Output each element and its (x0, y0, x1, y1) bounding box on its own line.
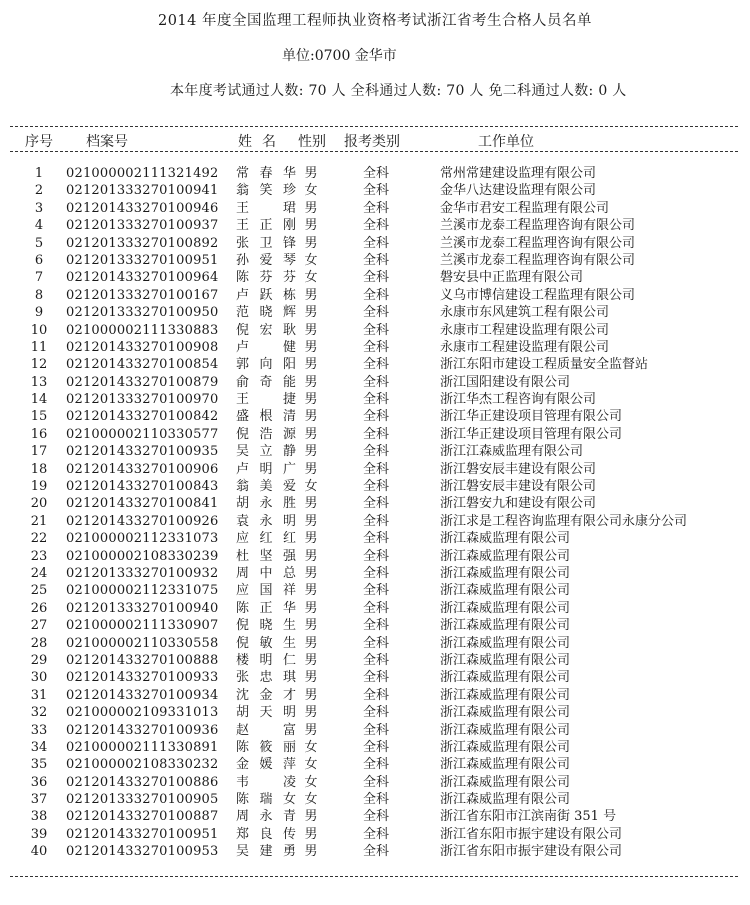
table-row (0, 582, 750, 599)
cell-no: 9 (34, 305, 44, 321)
table-row (0, 356, 750, 373)
cell-name: 卢跃栋 (236, 287, 296, 303)
cell-org: 金华八达建设监理有限公司 (440, 183, 597, 199)
cell-org: 浙江华杰工程咨询有限公司 (440, 392, 597, 408)
cell-sex: 男 (304, 426, 318, 442)
cell-no: 12 (30, 357, 48, 373)
table-row (0, 304, 750, 321)
cell-type: 全科 (362, 826, 389, 842)
cell-type: 全科 (362, 374, 389, 390)
header-org: 工作单位 (478, 134, 534, 150)
cell-no: 15 (30, 409, 48, 425)
cell-org: 浙江省东阳市振宇建设有限公司 (440, 844, 623, 860)
cell-name: 应红红 (236, 531, 296, 547)
cell-sex: 男 (304, 339, 318, 355)
table-row (0, 687, 750, 704)
cell-type: 全科 (362, 565, 389, 581)
cell-org: 浙江森威监理有限公司 (440, 739, 571, 755)
cell-name: 范晓辉 (236, 305, 296, 321)
cell-org: 浙江森威监理有限公司 (440, 670, 571, 686)
table-row (0, 408, 750, 425)
table-row (0, 374, 750, 391)
cell-no: 36 (30, 774, 48, 790)
table-row (0, 635, 750, 652)
cell-type: 全科 (362, 252, 389, 268)
cell-file: 021201333270100167 (66, 287, 219, 303)
cell-type: 全科 (362, 687, 389, 703)
cell-org: 义乌市博信建设工程监理有限公司 (440, 287, 636, 303)
cell-org: 兰溪市龙泰工程监理咨询有限公司 (440, 218, 636, 234)
cell-sex: 男 (304, 618, 318, 634)
cell-name: 胡天明 (236, 705, 296, 721)
cell-no: 17 (30, 444, 48, 460)
cell-org: 浙江磐安九和建设有限公司 (440, 496, 597, 512)
cell-type: 全科 (362, 166, 389, 181)
cell-org: 浙江省东阳市江滨南街 351 号 (440, 809, 617, 825)
table-row (0, 513, 750, 530)
cell-name: 杜坚强 (236, 548, 296, 564)
cell-sex: 男 (304, 461, 318, 477)
cell-name: 郑良传 (236, 826, 296, 842)
cell-org: 浙江森威监理有限公司 (440, 600, 571, 616)
cell-no: 23 (30, 548, 48, 564)
cell-name: 俞奇能 (236, 374, 296, 390)
cell-name: 卢明广 (236, 461, 296, 477)
cell-file: 021201433270100886 (66, 774, 219, 790)
cell-file: 021000002108330232 (66, 757, 219, 773)
cell-name: 吴建勇 (236, 844, 296, 860)
cell-sex: 女 (304, 774, 318, 790)
cell-sex: 男 (304, 844, 318, 860)
cell-file: 021000002110330558 (66, 635, 219, 651)
cell-name: 郭向阳 (236, 357, 296, 373)
cell-no: 7 (34, 270, 44, 286)
table-row (0, 426, 750, 443)
cell-name: 袁永明 (236, 513, 296, 529)
table-row (0, 339, 750, 356)
cell-no: 19 (30, 479, 48, 495)
cell-type: 全科 (362, 792, 389, 808)
cell-sex: 男 (304, 357, 318, 373)
cell-no: 2 (34, 183, 44, 199)
cell-sex: 男 (304, 687, 318, 703)
cell-org: 浙江森威监理有限公司 (440, 705, 571, 721)
cell-name: 盛根清 (236, 409, 296, 425)
top-dashed-rule (10, 126, 738, 127)
cell-org: 浙江求是工程咨询监理有限公司永康分公司 (440, 513, 688, 529)
cell-file: 021201433270100934 (66, 687, 219, 703)
pass-stats-line: 本年度考试通过人数: 70 人 全科通过人数: 70 人 免二科通过人数: 0 人 (170, 83, 627, 99)
table-row (0, 165, 750, 182)
cell-name: 周永青 (236, 809, 296, 825)
cell-sex: 男 (304, 565, 318, 581)
cell-org: 浙江森威监理有限公司 (440, 531, 571, 547)
cell-sex: 男 (304, 635, 318, 651)
cell-file: 021201433270100951 (66, 826, 219, 842)
table-row (0, 322, 750, 339)
cell-no: 5 (34, 235, 44, 251)
table-row (0, 722, 750, 739)
table-header (0, 131, 750, 149)
cell-sex: 男 (304, 374, 318, 390)
cell-org: 浙江森威监理有限公司 (440, 757, 571, 773)
cell-sex: 女 (304, 792, 318, 808)
cell-name: 王捷 (236, 392, 296, 408)
unit-line: 单位:0700 金华市 (282, 48, 397, 64)
cell-no: 10 (30, 322, 48, 338)
cell-no: 6 (34, 252, 44, 268)
cell-type: 全科 (362, 635, 389, 651)
document-title: 2014 年度全国监理工程师执业资格考试浙江省考生合格人员名单 (157, 13, 592, 29)
cell-name: 王正刚 (236, 218, 296, 234)
cell-sex: 女 (304, 757, 318, 773)
cell-file: 021201433270100843 (66, 479, 219, 495)
table-row (0, 269, 750, 286)
cell-type: 全科 (362, 357, 389, 373)
cell-name: 应国祥 (236, 583, 296, 599)
cell-file: 021000002111330907 (66, 618, 219, 634)
cell-sex: 女 (304, 270, 318, 286)
cell-type: 全科 (362, 513, 389, 529)
cell-sex: 男 (304, 583, 318, 599)
cell-name: 陈正华 (236, 600, 296, 616)
cell-type: 全科 (362, 479, 389, 495)
cell-type: 全科 (362, 305, 389, 321)
cell-sex: 男 (304, 600, 318, 616)
cell-name: 孙爱琴 (236, 252, 296, 268)
cell-sex: 男 (304, 531, 318, 547)
cell-org: 磐安县中正监理有限公司 (440, 270, 584, 286)
cell-file: 021000002111321492 (66, 166, 219, 181)
cell-name: 翁美爱 (236, 479, 296, 495)
cell-sex: 男 (304, 826, 318, 842)
cell-no: 39 (30, 826, 48, 842)
cell-org: 金华市君安工程监理有限公司 (440, 200, 610, 216)
cell-file: 021201433270100854 (66, 357, 219, 373)
cell-no: 32 (30, 705, 48, 721)
cell-sex: 男 (304, 705, 318, 721)
cell-no: 21 (30, 513, 48, 529)
cell-no: 11 (30, 339, 48, 355)
cell-sex: 男 (304, 670, 318, 686)
cell-name: 陈芬芬 (236, 270, 296, 286)
cell-type: 全科 (362, 722, 389, 738)
table-row (0, 287, 750, 304)
cell-type: 全科 (362, 652, 389, 668)
cell-org: 浙江森威监理有限公司 (440, 635, 571, 651)
cell-file: 021201433270100933 (66, 670, 219, 686)
table-body (0, 165, 750, 861)
cell-sex: 男 (304, 392, 318, 408)
cell-file: 021201333270100950 (66, 305, 219, 321)
cell-sex: 男 (304, 166, 318, 181)
cell-sex: 男 (304, 809, 318, 825)
table-row (0, 774, 750, 791)
cell-sex: 男 (304, 496, 318, 512)
cell-type: 全科 (362, 322, 389, 338)
table-row (0, 756, 750, 773)
cell-no: 33 (30, 722, 48, 738)
header-name: 姓名 (238, 134, 286, 150)
cell-name: 吴立静 (236, 444, 296, 460)
cell-type: 全科 (362, 705, 389, 721)
cell-name: 胡永胜 (236, 496, 296, 512)
cell-file: 021201433270100946 (66, 200, 219, 216)
cell-no: 22 (30, 531, 48, 547)
cell-file: 021201333270100941 (66, 183, 219, 199)
cell-org: 浙江森威监理有限公司 (440, 792, 571, 808)
cell-file: 021000002111330883 (66, 322, 219, 338)
cell-file: 021201333270100905 (66, 792, 219, 808)
cell-no: 35 (30, 757, 48, 773)
cell-type: 全科 (362, 339, 389, 355)
cell-no: 8 (34, 287, 44, 303)
cell-no: 1 (34, 166, 44, 181)
cell-type: 全科 (362, 183, 389, 199)
cell-file: 021201433270100964 (66, 270, 219, 286)
cell-type: 全科 (362, 531, 389, 547)
cell-name: 陈筱丽 (236, 739, 296, 755)
cell-org: 永康市东风建筑工程有限公司 (440, 305, 610, 321)
table-row (0, 704, 750, 721)
cell-type: 全科 (362, 548, 389, 564)
cell-file: 021201433270100842 (66, 409, 219, 425)
cell-org: 浙江国阳建设有限公司 (440, 374, 571, 390)
cell-file: 021000002109331013 (66, 705, 219, 721)
table-row (0, 739, 750, 756)
cell-file: 021000002108330239 (66, 548, 219, 564)
cell-type: 全科 (362, 409, 389, 425)
cell-no: 14 (30, 392, 48, 408)
cell-org: 浙江森威监理有限公司 (440, 618, 571, 634)
table-row (0, 461, 750, 478)
cell-org: 浙江磐安辰丰建设有限公司 (440, 461, 597, 477)
cell-type: 全科 (362, 739, 389, 755)
cell-name: 张卫锋 (236, 235, 296, 251)
cell-file: 021201433270100841 (66, 496, 219, 512)
header-dashed-rule (10, 151, 738, 152)
cell-sex: 男 (304, 200, 318, 216)
cell-org: 浙江森威监理有限公司 (440, 687, 571, 703)
table-row (0, 791, 750, 808)
table-row (0, 495, 750, 512)
table-row (0, 565, 750, 582)
table-row (0, 252, 750, 269)
cell-no: 18 (30, 461, 48, 477)
cell-type: 全科 (362, 444, 389, 460)
cell-name: 倪宏耿 (236, 322, 296, 338)
cell-org: 浙江森威监理有限公司 (440, 548, 571, 564)
cell-type: 全科 (362, 618, 389, 634)
cell-file: 021000002112331075 (66, 583, 219, 599)
cell-org: 浙江森威监理有限公司 (440, 774, 571, 790)
cell-org: 永康市工程建设监理有限公司 (440, 339, 610, 355)
cell-name: 韦凌 (236, 774, 296, 790)
cell-name: 金媛萍 (236, 757, 296, 773)
cell-sex: 女 (304, 739, 318, 755)
cell-org: 浙江江森威监理有限公司 (440, 444, 584, 460)
cell-file: 021201333270100951 (66, 252, 219, 268)
cell-file: 021201433270100908 (66, 339, 219, 355)
cell-sex: 男 (304, 218, 318, 234)
cell-no: 26 (30, 600, 48, 616)
cell-file: 021201333270100940 (66, 600, 219, 616)
cell-sex: 男 (304, 548, 318, 564)
cell-type: 全科 (362, 844, 389, 860)
cell-no: 31 (30, 687, 48, 703)
cell-name: 张忠琪 (236, 670, 296, 686)
cell-no: 30 (30, 670, 48, 686)
cell-no: 4 (34, 218, 44, 234)
cell-type: 全科 (362, 235, 389, 251)
table-row (0, 443, 750, 460)
cell-file: 021201433270100936 (66, 722, 219, 738)
cell-name: 楼明仁 (236, 652, 296, 668)
cell-file: 021000002110330577 (66, 426, 219, 442)
cell-file: 021201433270100906 (66, 461, 219, 477)
bottom-dashed-rule (10, 876, 738, 877)
cell-sex: 男 (304, 444, 318, 460)
cell-org: 浙江森威监理有限公司 (440, 722, 571, 738)
cell-type: 全科 (362, 392, 389, 408)
cell-org: 兰溪市龙泰工程监理咨询有限公司 (440, 235, 636, 251)
cell-name: 王珺 (236, 200, 296, 216)
cell-no: 16 (30, 426, 48, 442)
cell-file: 021201333270100970 (66, 392, 219, 408)
cell-sex: 女 (304, 252, 318, 268)
cell-no: 24 (30, 565, 48, 581)
table-row (0, 478, 750, 495)
cell-type: 全科 (362, 583, 389, 599)
header-sex: 性别 (298, 134, 326, 150)
cell-no: 29 (30, 652, 48, 668)
cell-type: 全科 (362, 809, 389, 825)
cell-org: 兰溪市龙泰工程监理咨询有限公司 (440, 252, 636, 268)
cell-sex: 女 (304, 479, 318, 495)
cell-org: 浙江森威监理有限公司 (440, 583, 571, 599)
cell-type: 全科 (362, 200, 389, 216)
cell-no: 37 (30, 792, 48, 808)
cell-sex: 男 (304, 722, 318, 738)
cell-file: 021201333270100937 (66, 218, 219, 234)
cell-type: 全科 (362, 461, 389, 477)
cell-name: 倪敏生 (236, 635, 296, 651)
cell-name: 倪浩源 (236, 426, 296, 442)
header-type: 报考类别 (344, 134, 400, 150)
cell-org: 浙江华正建设项目管理有限公司 (440, 409, 623, 425)
cell-file: 021000002111330891 (66, 739, 219, 755)
cell-sex: 男 (304, 322, 318, 338)
table-row (0, 182, 750, 199)
table-row (0, 617, 750, 634)
cell-name: 赵富 (236, 722, 296, 738)
table-row (0, 843, 750, 860)
cell-name: 陈瑞女 (236, 792, 296, 808)
cell-org: 浙江华正建设项目管理有限公司 (440, 426, 623, 442)
cell-org: 浙江森威监理有限公司 (440, 652, 571, 668)
cell-type: 全科 (362, 600, 389, 616)
cell-name: 沈金才 (236, 687, 296, 703)
cell-type: 全科 (362, 270, 389, 286)
cell-type: 全科 (362, 426, 389, 442)
cell-org: 浙江磐安辰丰建设有限公司 (440, 479, 597, 495)
cell-name: 倪晓生 (236, 618, 296, 634)
cell-sex: 男 (304, 513, 318, 529)
cell-org: 浙江森威监理有限公司 (440, 565, 571, 581)
table-row (0, 600, 750, 617)
cell-name: 翁笑珍 (236, 183, 296, 199)
cell-org: 浙江东阳市建设工程质量安全监督站 (440, 357, 649, 373)
cell-type: 全科 (362, 774, 389, 790)
cell-type: 全科 (362, 287, 389, 303)
cell-sex: 男 (304, 409, 318, 425)
cell-file: 021201433270100953 (66, 844, 219, 860)
cell-no: 40 (30, 844, 48, 860)
table-row (0, 391, 750, 408)
cell-no: 27 (30, 618, 48, 634)
cell-no: 13 (30, 374, 48, 390)
cell-type: 全科 (362, 670, 389, 686)
table-row (0, 200, 750, 217)
cell-name: 常春华 (236, 166, 296, 181)
cell-no: 3 (34, 200, 44, 216)
header-file: 档案号 (86, 134, 128, 150)
header-no: 序号 (25, 134, 53, 150)
cell-no: 20 (30, 496, 48, 512)
cell-org: 常州常建建设监理有限公司 (440, 166, 597, 181)
cell-no: 25 (30, 583, 48, 599)
cell-file: 021201433270100935 (66, 444, 219, 460)
cell-org: 永康市工程建设监理有限公司 (440, 322, 610, 338)
cell-type: 全科 (362, 496, 389, 512)
cell-file: 021201433270100887 (66, 809, 219, 825)
cell-no: 38 (30, 809, 48, 825)
table-row (0, 217, 750, 234)
cell-no: 28 (30, 635, 48, 651)
cell-type: 全科 (362, 218, 389, 234)
cell-org: 浙江省东阳市振宇建设有限公司 (440, 826, 623, 842)
cell-file: 021201333270100892 (66, 235, 219, 251)
table-row (0, 530, 750, 547)
cell-name: 周中总 (236, 565, 296, 581)
cell-file: 021201433270100888 (66, 652, 219, 668)
table-row (0, 548, 750, 565)
cell-sex: 男 (304, 235, 318, 251)
cell-name: 卢健 (236, 339, 296, 355)
cell-file: 021201433270100926 (66, 513, 219, 529)
table-row (0, 826, 750, 843)
cell-file: 021000002112331073 (66, 531, 219, 547)
cell-file: 021201433270100879 (66, 374, 219, 390)
cell-sex: 女 (304, 183, 318, 199)
table-row (0, 652, 750, 669)
cell-sex: 男 (304, 652, 318, 668)
cell-sex: 男 (304, 287, 318, 303)
table-row (0, 808, 750, 825)
table-row (0, 669, 750, 686)
table-row (0, 235, 750, 252)
cell-file: 021201333270100932 (66, 565, 219, 581)
cell-type: 全科 (362, 757, 389, 773)
cell-sex: 男 (304, 305, 318, 321)
cell-no: 34 (30, 739, 48, 755)
